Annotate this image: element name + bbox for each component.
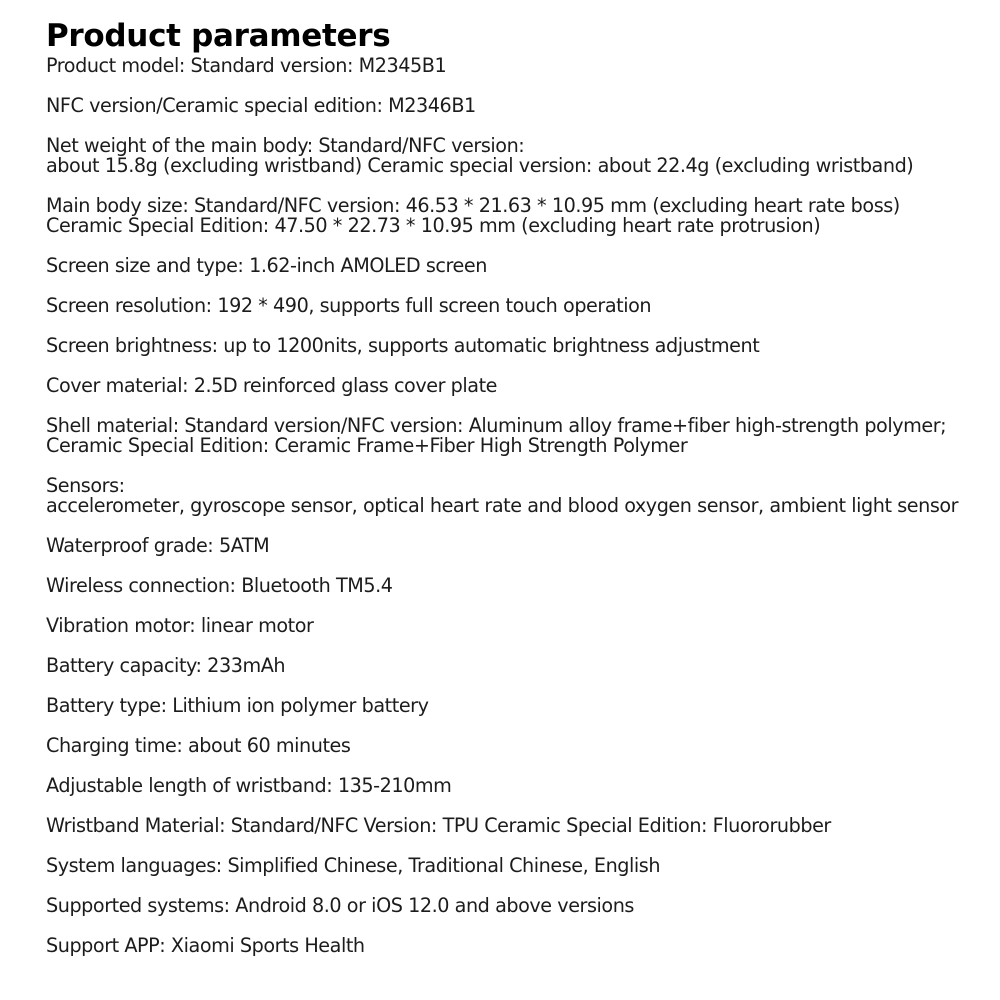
parameter-line: Support APP: Xiaomi Sports Health — [46, 934, 365, 957]
parameter-item — [46, 416, 986, 456]
parameter-item — [46, 896, 986, 916]
paragraph-spacer — [46, 276, 986, 296]
parameter-line: Adjustable length of wristband: 135-210mm — [46, 774, 452, 797]
paragraph-spacer — [46, 556, 986, 576]
paragraph-spacer — [46, 236, 986, 256]
paragraph-spacer — [46, 356, 986, 376]
paragraph-spacer — [46, 316, 986, 336]
parameter-item — [46, 136, 986, 176]
parameter-item — [46, 576, 986, 596]
paragraph-spacer — [46, 756, 986, 776]
parameter-list — [46, 56, 986, 956]
parameter-line: Screen size and type: 1.62-inch AMOLED screen — [46, 254, 487, 277]
parameter-item — [46, 816, 986, 836]
parameter-line: Sensors: — [46, 474, 125, 497]
parameter-item — [46, 376, 986, 396]
parameter-line: Ceramic Special Edition: 47.50 * 22.73 * 10.95 mm (excluding heart rate protrusion) — [46, 214, 821, 237]
paragraph-spacer — [46, 76, 986, 96]
parameter-item — [46, 696, 986, 716]
parameter-item — [46, 336, 986, 356]
parameter-line: System languages: Simplified Chinese, Traditional Chinese, English — [46, 854, 661, 877]
parameter-item — [46, 736, 986, 756]
parameter-line: Product model: Standard version: M2345B1 — [46, 54, 447, 77]
paragraph-spacer — [46, 396, 986, 416]
parameter-item — [46, 96, 986, 116]
parameter-line: Net weight of the main body: Standard/NFC version: — [46, 134, 525, 157]
parameter-line: about 15.8g (excluding wristband) Ceramic special version: about 22.4g (excluding wristband) — [46, 154, 914, 177]
parameter-line: Main body size: Standard/NFC version: 46.53 * 21.63 * 10.95 mm (excluding heart rate boss) — [46, 194, 900, 217]
parameter-line: NFC version/Ceramic special edition: M2346B1 — [46, 94, 476, 117]
parameter-line: Waterproof grade: 5ATM — [46, 534, 270, 557]
parameter-item — [46, 196, 986, 236]
document-page — [46, 16, 986, 956]
paragraph-spacer — [46, 116, 986, 136]
parameter-item — [46, 296, 986, 316]
parameter-item — [46, 56, 986, 76]
paragraph-spacer — [46, 796, 986, 816]
paragraph-spacer — [46, 716, 986, 736]
paragraph-spacer — [46, 596, 986, 616]
parameter-line: Cover material: 2.5D reinforced glass cover plate — [46, 374, 498, 397]
parameter-item — [46, 936, 986, 956]
parameter-line: Wireless connection: Bluetooth TM5.4 — [46, 574, 393, 597]
parameter-line: Wristband Material: Standard/NFC Version: TPU Ceramic Special Edition: Fluororubber — [46, 814, 831, 837]
parameter-item — [46, 536, 986, 556]
paragraph-spacer — [46, 836, 986, 856]
parameter-line: Shell material: Standard version/NFC version: Aluminum alloy frame+fiber high-strength polymer; — [46, 414, 947, 437]
paragraph-spacer — [46, 876, 986, 896]
parameter-line: Screen resolution: 192 * 490, supports full screen touch operation — [46, 294, 652, 317]
paragraph-spacer — [46, 676, 986, 696]
paragraph-spacer — [46, 176, 986, 196]
parameter-line: accelerometer, gyroscope sensor, optical heart rate and blood oxygen sensor, ambient light sensor — [46, 494, 959, 517]
paragraph-spacer — [46, 916, 986, 936]
parameter-item — [46, 476, 986, 516]
parameter-item — [46, 256, 986, 276]
parameter-line: Charging time: about 60 minutes — [46, 734, 351, 757]
parameter-item — [46, 856, 986, 876]
parameter-line: Battery type: Lithium ion polymer battery — [46, 694, 429, 717]
parameter-item — [46, 656, 986, 676]
parameter-line: Supported systems: Android 8.0 or iOS 12.0 and above versions — [46, 894, 634, 917]
parameter-line: Screen brightness: up to 1200nits, supports automatic brightness adjustment — [46, 334, 760, 357]
parameter-line: Battery capacity: 233mAh — [46, 654, 286, 677]
parameter-item — [46, 776, 986, 796]
parameter-line: Ceramic Special Edition: Ceramic Frame+Fiber High Strength Polymer — [46, 434, 688, 457]
parameter-item — [46, 616, 986, 636]
page-title: Product parameters — [46, 18, 391, 54]
paragraph-spacer — [46, 636, 986, 656]
parameter-line: Vibration motor: linear motor — [46, 614, 314, 637]
paragraph-spacer — [46, 456, 986, 476]
paragraph-spacer — [46, 516, 986, 536]
